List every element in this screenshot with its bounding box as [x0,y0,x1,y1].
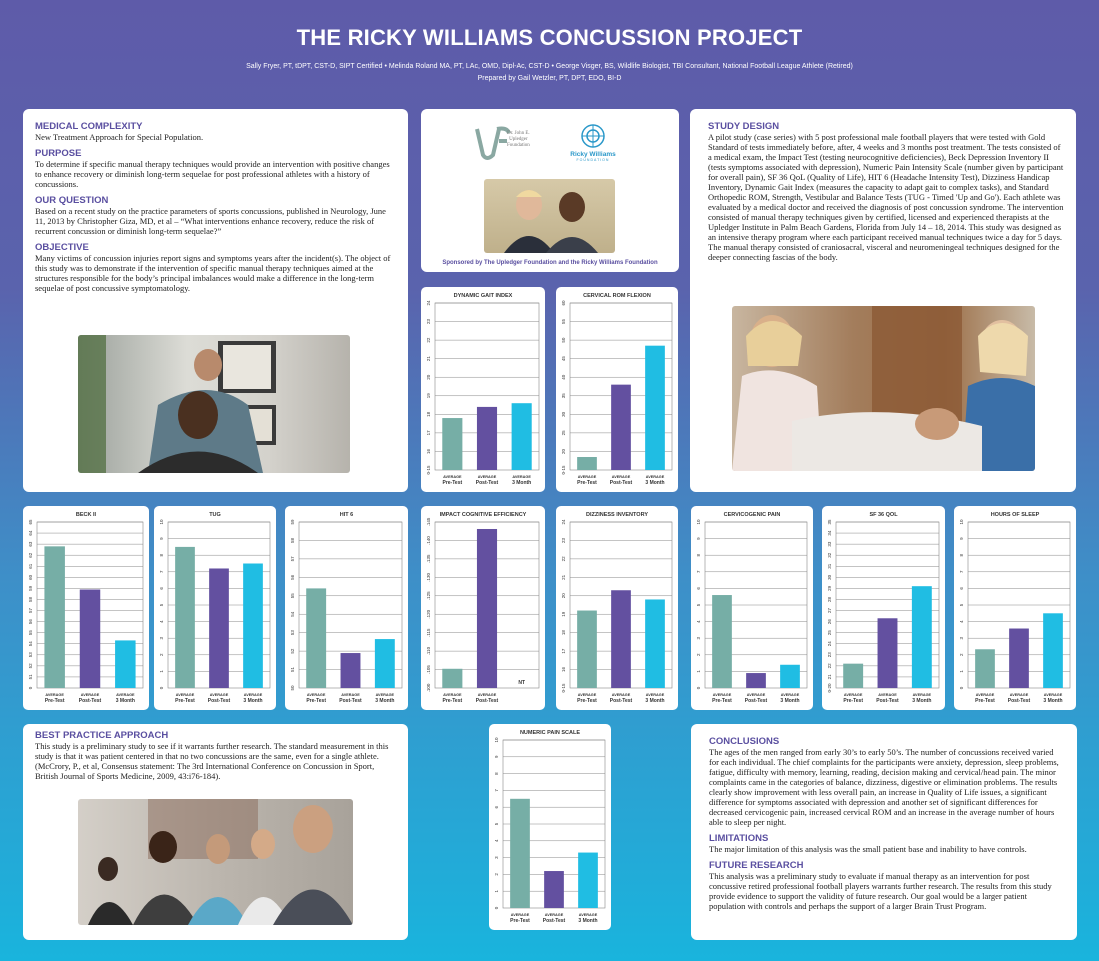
tick-label: 6 [696,587,701,590]
study-design-panel [690,109,1076,492]
tick-label: 6 [159,587,164,590]
section-title-best-practice: BEST PRACTICE APPROACH [35,730,169,741]
tick-label: 9 [159,537,164,540]
section-title-future-research: FUTURE RESEARCH [709,860,804,871]
category-label-line2: Pre-Test [442,480,463,486]
bar-3-month [578,853,598,908]
category-label-line2: Post-Test [876,698,899,704]
tick-label: 53 [28,652,33,658]
tick-label: 30 [561,411,566,417]
tick-label: 52 [28,663,33,669]
chart-svg [822,506,945,710]
category-label-line2: Pre-Test [510,918,530,924]
chart-hours-of-sleep [954,506,1076,710]
tick-label: 26 [827,619,832,625]
category-label-line1: AVERAGE [45,693,64,697]
tick-label: 8 [494,772,499,775]
chart-title: HOURS OF SLEEP [990,512,1040,518]
category-label-line2: 3 Month [780,698,800,704]
bar-post-test [878,618,898,688]
section-title-objective: OBJECTIVE [35,242,89,253]
tick-label: 64 [28,530,33,536]
category-label-line2: Pre-Test [975,698,995,704]
category-label-line2: Post-Test [1007,698,1031,704]
tick-label: 23 [561,537,566,543]
chart-svg [285,506,408,710]
category-label-line2: 3 Month [645,698,665,704]
chart-cervicogenic-pain [691,506,813,710]
category-label-line1: AVERAGE [477,693,497,697]
tick-label: 40 [561,374,566,380]
category-label-line2: Pre-Test [306,698,326,704]
category-label-line2: Post-Test [475,480,499,486]
tick-label: 54 [290,611,295,617]
chart-tug [154,506,276,710]
bar-pre-test [712,595,732,688]
tick-label: 4 [696,620,701,623]
bar-post-test [1009,629,1029,688]
tick-label: 22 [426,337,431,343]
chart-svg [154,506,276,710]
category-label-line1: AVERAGE [209,693,229,697]
chart-title: HIT 6 [339,512,354,518]
category-label-line2: Pre-Test [712,698,732,704]
chart-svg [489,724,611,930]
tick-label: 53 [290,630,295,636]
tick-label: 51 [290,667,295,673]
category-label-line1: AVERAGE [1043,693,1063,697]
category-label-line2: Pre-Test [577,480,597,486]
tick-label: 0 [494,906,499,910]
category-label-line1: AVERAGE [544,913,564,917]
authors-line: Sally Fryer, PT, tDPT, CST-D, SIPT Certified • Melinda Roland MA, PT, LAc, OMD, Dipl-Ac, CST-D • George Visger, BS, Wildlife Biologist, TBI Consultant, National Football League Athlete (Retired) [246,63,853,70]
section-text-best-practice: This study is a preliminary study to see if it warrants further research. The standard measurement in this study is that it was patient centered in that no two concussions are the same, even for a single athlete. (McCrory, P., et al, Consensus statement: The 3rd International Conference on Concussion in Sport, British Journal of Sports Medicine, 2009, 43:i76-184). [35,741,389,781]
tick-label: 59 [28,585,33,591]
section-text-our-question: Based on a recent study on the practice parameters of sports concussions, published in Neurology, June 11, 2013 by Christopher Giza, MD, et al – “What interventions enhance recovery, reduce the risk of recurrent concussion or diminish long-term sequelae?” [35,206,386,236]
chart-hit-6 [285,506,408,710]
tick-label: 45 [561,356,566,362]
category-label-line2: Pre-Test [44,698,65,704]
tick-label: 58 [28,596,33,602]
bar-post-test [611,590,631,688]
group-photo [78,799,353,925]
bar-3-month [115,640,135,688]
tick-label: 9 [494,755,499,759]
tick-label: 17 [561,648,566,654]
category-label-line1: AVERAGE [1009,693,1029,697]
bar-pre-test [306,588,326,688]
bar-3-month [243,564,263,689]
section-text-objective: Many victims of concussion injuries report signs and symptoms years after the incident(s). The object of this study was to demonstrate if the intervention of specific manual therapy techniques aimed at the structures responsible for the body’s principal imbalances would make a difference in the long-term sequelae of post concussive symptomatology. [35,253,391,293]
tick-label: 1 [494,889,499,893]
tick-label: 23 [827,652,832,658]
tick-label: 5 [696,603,701,607]
tick-label: 2 [959,653,964,657]
tick-label: 3 [696,636,701,640]
tick-label: 34 [827,530,832,536]
tick-label: .115 [426,628,431,637]
tick-label: 54 [28,641,33,647]
category-label-line1: AVERAGE [375,693,395,697]
poster-title: THE RICKY WILLIAMS CONCUSSION PROJECT [296,25,803,50]
chart-title: CERVICAL ROM FLEXION [583,293,651,299]
tick-label: 19 [561,611,566,617]
category-label-line1: AVERAGE [80,693,100,697]
section-title-medical-complexity: MEDICAL COMPLEXITY [35,121,143,132]
chart-numeric-pain-scale [489,724,611,930]
best-practice-panel [23,724,408,940]
category-label-line2: Post-Test [207,698,231,704]
category-label-line2: 3 Month [1043,698,1063,704]
sponsor-caption: Sponsored by The Upledger Foundation and the Ricky Williams Foundation [442,260,658,266]
ricky-logo-subtitle: FOUNDATION [576,158,610,162]
tick-label: 1 [696,670,701,673]
tick-label: 1 [159,670,164,673]
therapy-photo-1 [78,335,350,473]
category-label-line1: AVERAGE [512,475,531,479]
bar-post-test [80,590,100,688]
tick-label: 29 [827,585,832,591]
tick-label: .110 [426,646,431,656]
category-label-line2: Pre-Test [843,698,863,704]
tick-label: 61 [28,563,33,569]
chart-cervical-rom-flexion [556,287,678,492]
chart-svg [556,287,678,492]
chart-svg [954,506,1076,710]
tick-label: 20 [426,374,431,380]
tick-label: 0 [959,686,964,690]
tick-label: 25 [561,430,566,436]
tick-label: 20 [561,593,566,599]
section-text-conclusions: The ages of the men ranged from early 30’s to early 50’s. The number of concussions received varied for each individual. The chief complaints for the participants were anxiety, depression, sleep problems, fatigue, difficulty with memory, learning, reading, decision making and cervical/head pain. The minor complaints came in the categories of balance, dizziness, digestive or elimination problems. The results clearly show improvement with less overall pain, an increase in Quality of Life issues, a significant difference for symptoms associated with depression and another set of significant differences for decreased cervicogenic pain, increased cervical ROM and an increase in the average number of hours able to sleep per night. [709,747,1059,827]
tick-label: 25 [827,630,832,636]
tick-label: 9 [959,537,964,540]
category-label-line1: AVERAGE [746,693,766,697]
tick-label: 1 [959,670,964,673]
chart-sf-36-qol [822,506,945,710]
tick-label: 7 [159,570,164,574]
section-text-future-research: This analysis was a preliminary study to evaluate if manual therapy as an intervention for post concussive retired professional football players warrants further research. The results from this study provide evidence to support the validity of future research. Our goal would be a larger patient population with controls and perhaps the support of a larger Brain Trust Program. [709,871,1052,911]
category-label-line2: Post-Test [339,698,362,704]
tick-label: 65 [28,519,33,525]
category-label-line1: AVERAGE [243,693,263,697]
bar-pre-test [577,457,597,470]
tick-label: 22 [827,663,832,669]
tick-label: 0-15 [561,683,566,693]
chart-svg [556,506,678,710]
tick-label: 59 [290,519,295,525]
ricky-logo-name: Ricky Williams [570,151,616,158]
bar-pre-test [442,669,462,688]
chart-title: NUMERIC PAIN SCALE [519,730,581,736]
tick-label: 5 [159,603,164,607]
category-label-line2: Post-Test [744,698,768,704]
tick-label: 0 [28,686,33,690]
tick-label: 31 [827,563,832,569]
bar-pre-test [975,649,995,688]
category-label-line1: AVERAGE [645,693,665,697]
tick-label: 0 [159,686,164,690]
chart-svg [421,506,545,710]
bar-3-month [645,599,665,688]
category-label-line1: AVERAGE [645,475,665,479]
category-label-line2: 3 Month [645,480,665,486]
tick-label: 21 [561,574,566,580]
category-label-line2: Post-Test [475,698,499,704]
category-label-line1: AVERAGE [577,475,597,479]
tick-label: 0-15 [426,465,431,475]
founders-photo [484,179,615,253]
tick-label: 16 [561,667,566,673]
tick-label: 57 [290,556,295,562]
bar-3-month [912,586,932,688]
tick-label: 4 [959,620,964,623]
tick-label: 35 [561,393,566,399]
section-title-conclusions: CONCLUSIONS [709,736,780,747]
tick-label: .135 [426,554,431,564]
tick-label: 33 [827,541,832,547]
tick-label: 55 [28,630,33,636]
category-label-line2: Pre-Test [175,698,195,704]
tick-label: 8 [696,553,701,557]
tick-label: 58 [290,537,295,543]
tick-label: 2 [696,653,701,657]
tick-label: .130 [426,572,431,582]
tick-label: 18 [426,411,431,417]
category-label-line2: Pre-Test [577,698,597,704]
tick-label: .105 [426,665,431,674]
category-label-line2: Post-Test [609,480,633,486]
chart-impact-cognitive-efficiency [421,506,545,710]
tick-label: 0 [696,686,701,690]
category-label-line1: AVERAGE [341,693,360,697]
tick-label: 57 [28,608,33,614]
tick-label: 6 [494,805,499,809]
tick-label: 4 [494,839,499,843]
prepared-by-line: Prepared by Gail Wetzler, PT, DPT, EDO, BI-D [477,75,622,82]
upledger-logo-line1: Dr. John E. [507,131,530,136]
tick-label: 55 [561,319,566,325]
chart-beck-ii [23,506,149,710]
category-label-line1: AVERAGE [577,693,597,697]
ricky-williams-foundation-logo [563,123,623,167]
tick-label: 3 [159,636,164,640]
category-label-line2: 3 Month [578,918,598,924]
category-label-line1: AVERAGE [443,475,462,479]
chart-title: TUG [209,512,221,518]
category-label-line2: Post-Test [78,698,102,704]
upledger-foundation-logo [473,125,548,165]
tick-label: 0-15 [561,465,566,475]
category-label-line2: 3 Month [375,698,395,704]
bar-pre-test [175,547,195,688]
category-label-line1: AVERAGE [975,693,995,697]
bar-3-month [1043,613,1063,688]
chart-title: DIZZINESS INVENTORY [585,512,649,518]
bar-post-test [611,385,631,470]
category-label-line2: Post-Test [542,918,566,924]
tick-label: 7 [696,570,701,574]
category-label-line1: AVERAGE [712,693,732,697]
category-label-line1: AVERAGE [116,693,135,697]
sponsor-panel [421,109,679,272]
chart-title: DYNAMIC GAIT INDEX [453,293,513,299]
therapy-photo-2 [732,306,1035,471]
bar-post-test [209,568,229,688]
tick-label: 5 [494,822,499,826]
bar-post-test [477,407,497,470]
tick-label: 21 [426,356,431,362]
tick-label: 24 [827,641,832,647]
tick-label: 32 [827,552,832,558]
section-text-limitations: The major limitation of this analysis was the small patient base and inability to have controls. [709,844,1027,854]
bar-pre-test [442,418,462,470]
bar-pre-test [44,546,64,688]
tick-label: .120 [426,609,431,619]
tick-label: .145 [426,517,431,527]
category-label-line1: AVERAGE [443,693,462,697]
value-label: NT [518,680,526,686]
tick-label: 23 [426,319,431,325]
tick-label: 7 [959,570,964,574]
category-label-line1: AVERAGE [306,693,326,697]
tick-label: 6 [959,587,964,590]
bar-3-month [375,639,395,688]
tick-label: 21 [827,674,832,680]
tick-label: 8 [159,553,164,557]
category-label-line1: AVERAGE [912,693,932,697]
tick-label: 2 [159,653,164,657]
tick-label: 4 [159,620,164,623]
category-label-line2: 3 Month [512,480,532,486]
section-text-purpose: To determine if specific manual therapy techniques would provide an intervention with positive changes to enhance recovery or diminish long-term sequelae for post professional athletes with a history of concussions. [35,159,390,189]
section-title-study-design: STUDY DESIGN [708,121,780,132]
category-label-line2: 3 Month [912,698,932,704]
tick-label: 63 [28,541,33,547]
category-label-line2: Pre-Test [442,698,463,704]
chart-dizziness-inventory [556,506,678,710]
category-label-line1: AVERAGE [175,693,195,697]
category-label-line2: Post-Test [609,698,633,704]
bar-pre-test [843,664,863,688]
chart-title: IMPACT COGNITIVE EFFICIENCY [439,512,527,518]
tick-label: 3 [959,636,964,640]
bar-post-test [746,673,766,688]
section-title-our-question: OUR QUESTION [35,195,109,206]
tick-label: 50 [561,337,566,343]
chart-dynamic-gait-index [421,287,545,492]
bar-3-month [645,346,665,470]
bar-3-month [780,665,800,688]
tick-label: 18 [561,630,566,636]
tick-label: 10 [494,737,499,743]
tick-label: 52 [290,648,295,654]
category-label-line1: AVERAGE [843,693,863,697]
bar-post-test [341,653,361,688]
tick-label: 7 [494,789,499,792]
tick-label: 16 [426,448,431,454]
chart-title: BECK II [75,512,97,518]
tick-label: .140 [426,536,431,545]
bar-pre-test [510,799,530,908]
poster-header [0,0,1099,82]
category-label-line1: AVERAGE [510,913,530,917]
tick-label: 55 [290,593,295,599]
tick-label: 22 [561,556,566,562]
tick-label: 50 [290,685,295,691]
bar-pre-test [577,611,597,688]
category-label-line1: AVERAGE [780,693,800,697]
tick-label: 62 [28,552,33,558]
tick-label: 0-20 [827,683,832,693]
category-label-line2: 3 Month [243,698,263,704]
bar-post-test [477,529,497,688]
category-label-line2: 3 Month [115,698,135,704]
tick-label: 8 [959,553,964,557]
section-title-purpose: PURPOSE [35,148,82,159]
tick-label: .125 [426,591,431,601]
chart-svg [421,287,545,492]
tick-label: 60 [28,574,33,580]
tick-label: 60 [561,300,566,306]
category-label-line1: AVERAGE [611,693,631,697]
tick-label: 10 [959,519,964,525]
tick-label: 56 [290,574,295,580]
tick-label: 20 [561,448,566,454]
chart-title: SF 36 QOL [869,512,898,518]
tick-label: 24 [561,519,566,525]
section-title-limitations: LIMITATIONS [709,833,769,844]
conclusions-panel [691,724,1077,940]
upledger-logo-line2: Upledger [509,137,528,142]
tick-label: 24 [426,300,431,306]
tick-label: 10 [159,519,164,525]
tick-label: 27 [827,608,832,614]
tick-label: .100 [426,683,431,693]
tick-label: 2 [494,873,499,876]
tick-label: 28 [827,596,832,602]
bar-3-month [512,403,532,470]
chart-title: CERVICOGENIC PAIN [723,512,781,518]
category-label-line1: AVERAGE [477,475,497,479]
tick-label: 3 [494,856,499,859]
category-label-line1: AVERAGE [578,913,598,917]
tick-label: 30 [827,574,832,580]
category-label-line1: AVERAGE [611,475,631,479]
upledger-logo-line3: Foundation [507,143,530,148]
tick-label: 5 [959,603,964,607]
tick-label: 51 [28,674,33,680]
tick-label: 56 [28,619,33,625]
intro-panel [23,109,408,492]
chart-svg [691,506,813,710]
tick-label: 35 [827,519,832,525]
tick-label: 17 [426,430,431,436]
section-text-medical-complexity: New Treatment Approach for Special Population. [35,132,204,142]
tick-label: 19 [426,393,431,399]
chart-svg [23,506,149,710]
bar-post-test [544,871,564,908]
section-text-study-design: A pilot study (case series) with 5 post professional male football players that were tested with Gold Standard of tests immediately before, after, 4 weeks and 3 months post treatment. The tests consisted of a medical exam, the Impact Test (testing neurocognitive deficiencies), Beck Depression Inventory II (tests symptoms associated with depression), Numeric Pain Intensity Scale (number given by participant for overall pain), SF 36 QoL (Quality of Life), HIT 6 (Headache Intensity Test), Dizziness Handicap Inventory, Dynamic Gait Index (measures the capacity to adapt gait to complex tasks), and Standard Orthopedic ROM, Strength, Vestibular and Balance Tests (TUG - Timed 'Up and Go'). Each athlete was evaluated by a medical doctor and received the diagnosis of post concussion syndrome. The intervention consisted of manual therapy techniques given by certified, licensed and experienced therapists at the Upledger Institute in Palm Beach Gardens, Florida from July 14 – 18, 2014. This study was designed as an intensive therapy program where each participant received manual techniques twice a day for 5 days. The manual therapy consisted of craniosacral, visceral and neuromeningeal techniques designed for the deeper connecting fascias of the body. [708,132,1064,262]
tick-label: 10 [696,519,701,525]
tick-label: 9 [696,537,701,540]
category-label-line1: AVERAGE [878,693,897,697]
